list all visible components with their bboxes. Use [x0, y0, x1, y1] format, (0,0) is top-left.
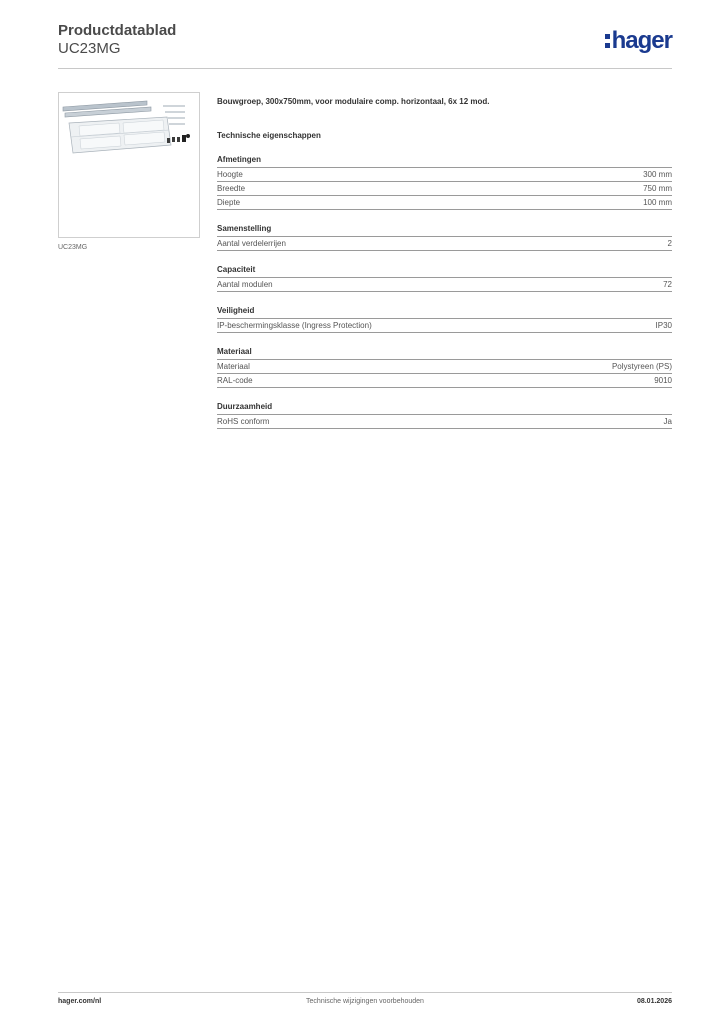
spec-row: [217, 196, 672, 210]
spec-label: RoHS conform: [217, 417, 270, 426]
product-code-title: UC23MG: [58, 40, 121, 57]
spec-label: Materiaal: [217, 362, 250, 371]
product-illustration-icon: [59, 93, 199, 237]
spec-label: Aantal verdelerrijen: [217, 239, 286, 248]
spec-value: 750 mm: [643, 184, 672, 193]
spec-row: [217, 360, 672, 374]
group-title-afmetingen: Afmetingen: [217, 153, 672, 168]
spec-row: [217, 415, 672, 429]
spec-label: IP-beschermingsklasse (Ingress Protection): [217, 321, 372, 330]
logo-dots-icon: [605, 32, 610, 50]
spec-label: Diepte: [217, 198, 241, 207]
page-footer: [58, 998, 672, 1010]
footer-divider: [58, 992, 672, 993]
spec-label: RAL-code: [217, 376, 253, 385]
footer-date: 08.01.2026: [636, 998, 672, 1005]
spec-row: [217, 182, 672, 196]
spec-label: Hoogte: [217, 170, 243, 179]
spec-value: 9010: [654, 376, 672, 385]
spec-row: [217, 168, 672, 182]
footer-disclaimer: Technische wijzigingen voorbehouden: [306, 998, 424, 1005]
group-title-duurzaamheid: Duurzaamheid: [217, 400, 672, 415]
page-header: [58, 22, 672, 68]
group-title-samenstelling: Samenstelling: [217, 222, 672, 237]
spec-row: [217, 237, 672, 251]
spec-row: [217, 278, 672, 292]
spec-value: Ja: [663, 417, 672, 426]
specification-section: [217, 96, 672, 429]
spec-value: Polystyreen (PS): [611, 362, 672, 371]
footer-website-link[interactable]: hager.com/nl: [58, 998, 102, 1005]
spec-value: 2: [667, 239, 672, 248]
document-title: Productdatablad: [58, 22, 177, 39]
technical-properties-heading: Technische eigenschappen: [217, 131, 321, 140]
header-divider: [58, 68, 672, 69]
product-description: Bouwgroep, 300x750mm, voor modulaire comp. horizontaal, 6x 12 mod.: [217, 97, 490, 106]
spec-value: 300 mm: [643, 170, 672, 179]
spec-value: 72: [663, 280, 672, 289]
spec-label: Breedte: [217, 184, 246, 193]
spec-label: Aantal modulen: [217, 280, 273, 289]
image-caption: UC23MG: [58, 244, 88, 251]
logo-text: hager: [611, 27, 672, 54]
spec-value: 100 mm: [643, 198, 672, 207]
spec-value: IP30: [655, 321, 672, 330]
spec-row: [217, 374, 672, 388]
hager-logo: [605, 26, 672, 56]
spec-row: [217, 319, 672, 333]
group-title-materiaal: Materiaal: [217, 345, 672, 360]
product-image: [58, 92, 200, 238]
group-title-veiligheid: Veiligheid: [217, 304, 672, 319]
group-title-capaciteit: Capaciteit: [217, 263, 672, 278]
